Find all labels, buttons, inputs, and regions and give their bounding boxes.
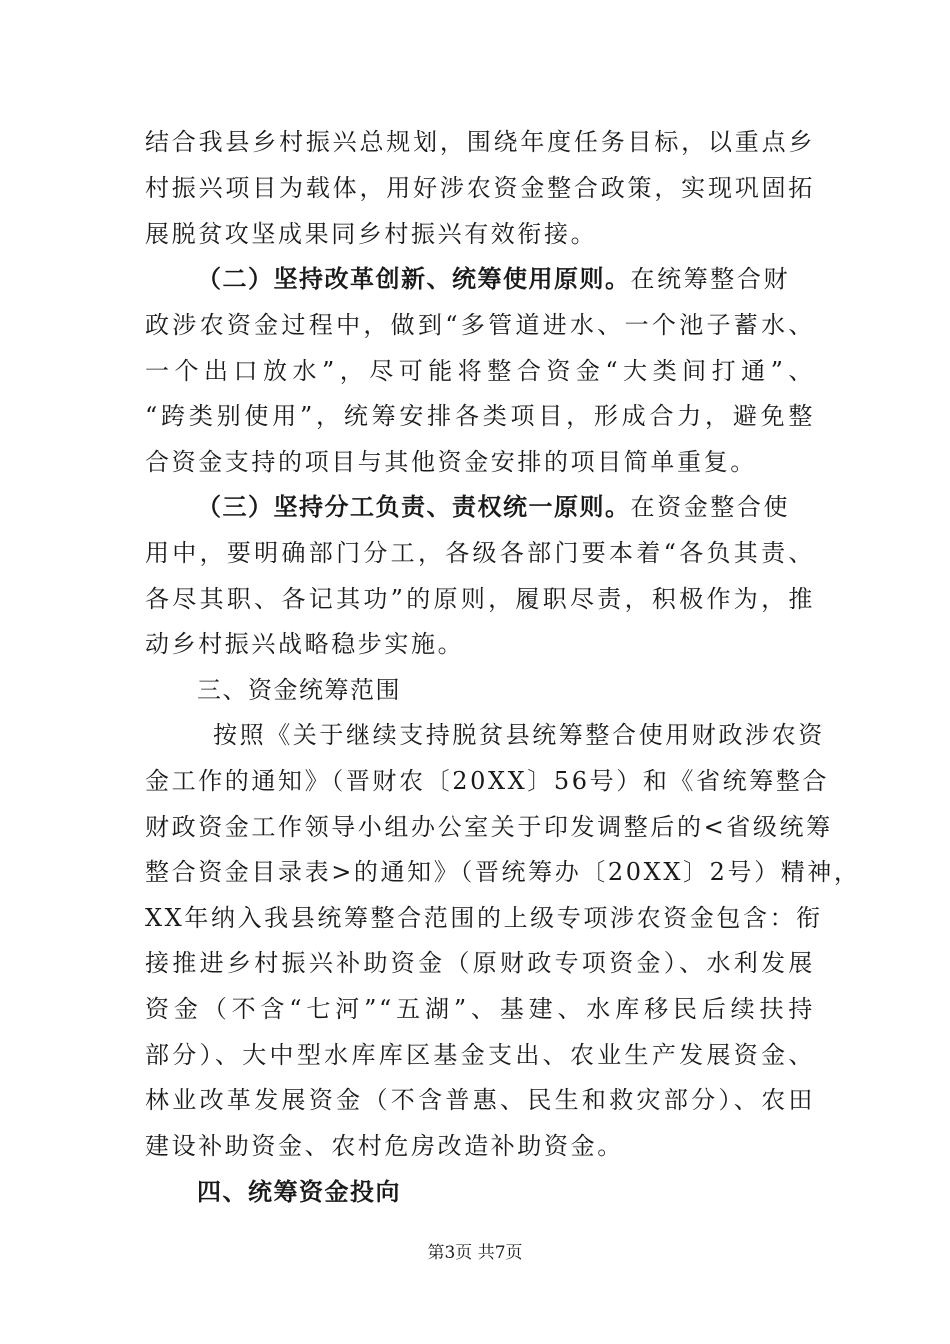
body-text-line: “跨类别使用”，统筹安排各类项目，形成合力，避免整 (145, 402, 815, 430)
body-text-line: 建设补助资金、农村危房改造补助资金。 (145, 1132, 624, 1160)
body-text-line: 各尽其职、各记其功”的原则，履职尽责，积极作为，推 (145, 585, 815, 613)
body-text-line: 结合我县乡村振兴总规划，围绕年度任务目标，以重点乡 (145, 128, 815, 156)
principle-2-heading: （二）坚持改革创新、统筹使用原则。 (197, 265, 631, 293)
body-text-line: 合资金支持的项目与其他资金安排的项目简单重复。 (145, 448, 757, 476)
principle-2-first-line (197, 264, 815, 294)
body-text-line: 政涉农资金过程中，做到“多管道进水、一个池子蓄水、 (145, 311, 815, 339)
body-text-line: 财政资金工作领导小组办公室关于印发调整后的<省级统筹 (145, 813, 833, 841)
section-4-heading: 四、统筹资金投向 (197, 1178, 401, 1206)
principle-3-first-line-rest: 在资金整合使 (630, 493, 791, 521)
body-text-line: 按照《关于继续支持脱贫县统筹整合使用财政涉农资 (213, 721, 825, 749)
principle-3-first-line (197, 492, 815, 522)
body-text-line: 村振兴项目为载体，用好涉农资金整合政策，实现巩固拓 (145, 174, 815, 202)
body-text-line: 林业改革发展资金（不含普惠、民生和救灾部分）、农田 (145, 1086, 815, 1114)
body-text-line: 一个出口放水”，尽可能将整合资金“大类间打通”、 (145, 357, 815, 385)
body-text-line: 动乡村振兴战略稳步实施。 (145, 630, 465, 658)
body-text-line: XX年纳入我县统筹整合范围的上级专项涉农资金包含：衔 (145, 904, 823, 932)
body-text-line: 资金（不含“七河”“五湖”、基建、水库移民后续扶持 (145, 995, 815, 1023)
principle-3-heading: （三）坚持分工负责、责权统一原则。 (197, 493, 631, 521)
page-number-footer: 第3页 共7页 (427, 1243, 523, 1263)
body-text-line: 用中，要明确部门分工，各级各部门要本着“各负其责、 (145, 539, 815, 567)
principle-2-first-line-rest: 在统筹整合财 (630, 265, 791, 293)
body-text-line: 金工作的通知》（晋财农〔20XX〕56号）和《省统筹整合 (145, 767, 830, 795)
body-text-line: 展脱贫攻坚成果同乡村振兴有效衔接。 (145, 220, 598, 248)
body-text-line: 部分）、大中型水库库区基金支出、农业生产发展资金、 (145, 1041, 815, 1069)
section-3-heading: 三、资金统筹范围 (197, 676, 401, 704)
body-text-line: 接推进乡村振兴补助资金（原财政专项资金）、水利发展 (145, 949, 815, 977)
body-text-line: 整合资金目录表>的通知》（晋统筹办〔20XX〕2号）精神， (145, 858, 861, 886)
